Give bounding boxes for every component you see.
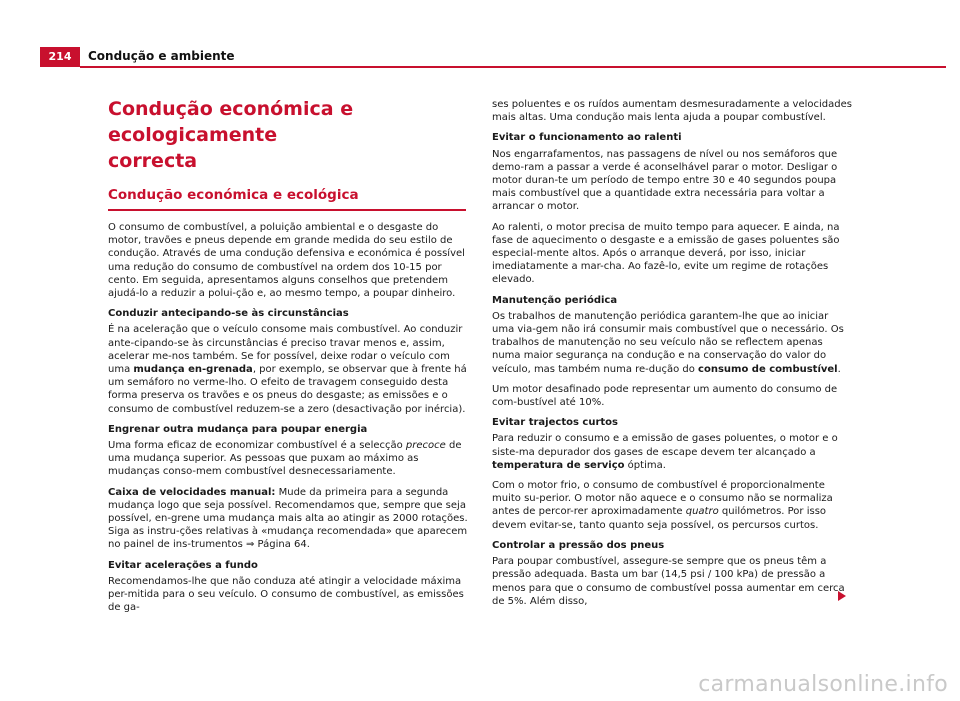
subheading-gear: Engrenar outra mudança para poupar energia xyxy=(108,423,368,435)
page-header xyxy=(40,47,946,67)
section-title: Condução económica e ecológica xyxy=(108,187,359,203)
bold-term: consumo de combustível xyxy=(698,363,838,375)
italic-term: quatro xyxy=(685,506,719,518)
idle-paragraph-2: Ao ralenti, o motor precisa de muito tempo para aquecer. E ainda, na fase de aquecimento o desgaste e a emissão de gases poluentes são especial-mente altos. Após o arranque deverá, por isso, iniciar imediatamente a mar-cha. Ao fazê-lo, evite um regime de rotações elevado. xyxy=(492,221,840,286)
subheading-acceleration: Evitar acelerações a fundo xyxy=(108,559,258,571)
text-run: É na aceleração que o veículo consome mais combustível. Ao conduzir ante-cipando-se às circunstâncias é preciso travar menos e, assim, acelerar me-nos também. Se for possível, deixe rodar o veículo com uma xyxy=(108,324,463,376)
maintenance-paragraph xyxy=(492,310,852,376)
subheading-short-trips: Evitar trajectos curtos xyxy=(492,417,618,429)
text-run: . xyxy=(837,363,841,375)
short-trips-paragraph-1 xyxy=(492,432,852,472)
page-number: 214 xyxy=(40,47,80,67)
intro-paragraph: O consumo de combustível, a poluição ambiental e o desgaste do motor, travões e pneus depende em grande medida do seu estilo de condução. Através de uma condução defensiva e económica é possível uma redução do consumo de combustível na ordem dos 10-15 por cento. Em seguida, apresentamos alguns conselhos que pretendem ajudá-lo a reduzir a polui-ção e, ao mesmo tempo, a poupar dinheiro. xyxy=(108,222,465,300)
chapter-title xyxy=(108,96,448,174)
text-run: de uma mudança superior. As pessoas que puxam ao máximo as mudanças conso-mem combustível desnecessariamente. xyxy=(108,440,462,478)
subheading-tyre-pressure: Controlar a pressão dos pneus xyxy=(492,539,665,551)
text-run: óptima. xyxy=(624,459,666,471)
text-run: Mude da primeira para a segunda mudança logo que seja possível. Recomendamos que, sempre que seja possível, en-grene uma mudança mais alta ao atingir as 2000 rotações. Siga as instru-ções relativas à «mudança recomendada» que aparecem no painel de ins-trumentos ⇒ Página 64. xyxy=(108,486,468,551)
watermark: carmanualsonline.info xyxy=(698,672,948,697)
subheading-anticipate: Conduzir antecipando-se às circunstâncias xyxy=(108,308,349,320)
text-run: quilómetros. Por isso devem evitar-se, tanto quanto seja possível, os percursos curtos. xyxy=(492,506,827,531)
right-column xyxy=(492,98,852,615)
short-trips-paragraph-2 xyxy=(492,479,852,532)
triangle-right-icon xyxy=(838,591,846,601)
gear-paragraph xyxy=(108,439,468,479)
subheading-maintenance: Manutenção periódica xyxy=(492,294,618,306)
manual-gearbox-paragraph xyxy=(108,486,468,552)
bold-label: Caixa de velocidades manual: xyxy=(108,486,276,498)
chapter-title-line-2: correcta xyxy=(108,150,198,172)
anticipate-paragraph xyxy=(108,323,468,415)
section-rule xyxy=(108,209,466,211)
continued-paragraph: ses poluentes e os ruídos aumentam desmesuradamente a velocidades mais altas. Uma condução mais lenta ajuda a poupar combustível. xyxy=(492,99,852,124)
italic-term: precoce xyxy=(405,440,446,452)
bold-term: mudança en-grenada xyxy=(133,364,253,376)
idle-paragraph-1: Nos engarrafamentos, nas passagens de nível ou nos semáforos que demo-ram a passar a verde é aconselhável parar o motor. Desligar o motor duran-te um período de tempo entre 30 e 40 segundos poupa mais combustível que a quantidade extra necessária para voltar a arrancar o motor. xyxy=(492,148,838,213)
acceleration-paragraph: Recomendamos-lhe que não conduza até atingir a velocidade máxima per-mitida para o seu veículo. O consumo de combustível, as emissões de ga- xyxy=(108,575,464,614)
text-run: , por exemplo, se observar que à frente há um semáforo no verme-lho. O efeito de travagem conseguido desta forma preserva os travões e os pneus do desgaste; as emissões e o consumo de combustível reduzem-se a zero (desactivação por inércia). xyxy=(108,364,467,415)
header-rule xyxy=(80,66,946,68)
bold-term: temperatura de serviço xyxy=(492,459,625,471)
text-run: Uma forma eficaz de economizar combustível é a selecção xyxy=(108,440,406,452)
text-run: Com o motor frio, o consumo de combustível é proporcionalmente muito su-perior. O motor não aquece e o consumo não se normaliza antes de percor-rer aproximadamente xyxy=(492,480,833,518)
chapter-title-line-1: Condução económica e ecologicamente xyxy=(108,98,354,146)
text-run: Para reduzir o consumo e a emissão de gases poluentes, o motor e o siste-ma depurador dos gases de escape devem ter alcançado a xyxy=(492,433,838,458)
left-column xyxy=(108,96,468,621)
subheading-idle: Evitar o funcionamento ao ralenti xyxy=(492,132,682,144)
untuned-engine-paragraph: Um motor desafinado pode representar um aumento do consumo de com-bustível até 10%. xyxy=(492,383,838,409)
tyre-pressure-paragraph: Para poupar combustível, assegure-se sempre que os pneus têm a pressão adequada. Basta um bar (14,5 psi / 100 kPa) de pressão a menos para que o consumo de combustível possa aumentar em cerca de 5%. Além disso, xyxy=(492,556,845,607)
text-run: Os trabalhos de manutenção periódica garantem-lhe que ao iniciar uma via-gem não irá consumir mais combustível que o necessário. Os trabalhos de manutenção no seu veículo não se reflectem apenas numa maior segurança na condução e na conservação do valor do veículo, mas também numa re-dução do xyxy=(492,310,844,375)
running-title: Condução e ambiente xyxy=(88,49,235,63)
